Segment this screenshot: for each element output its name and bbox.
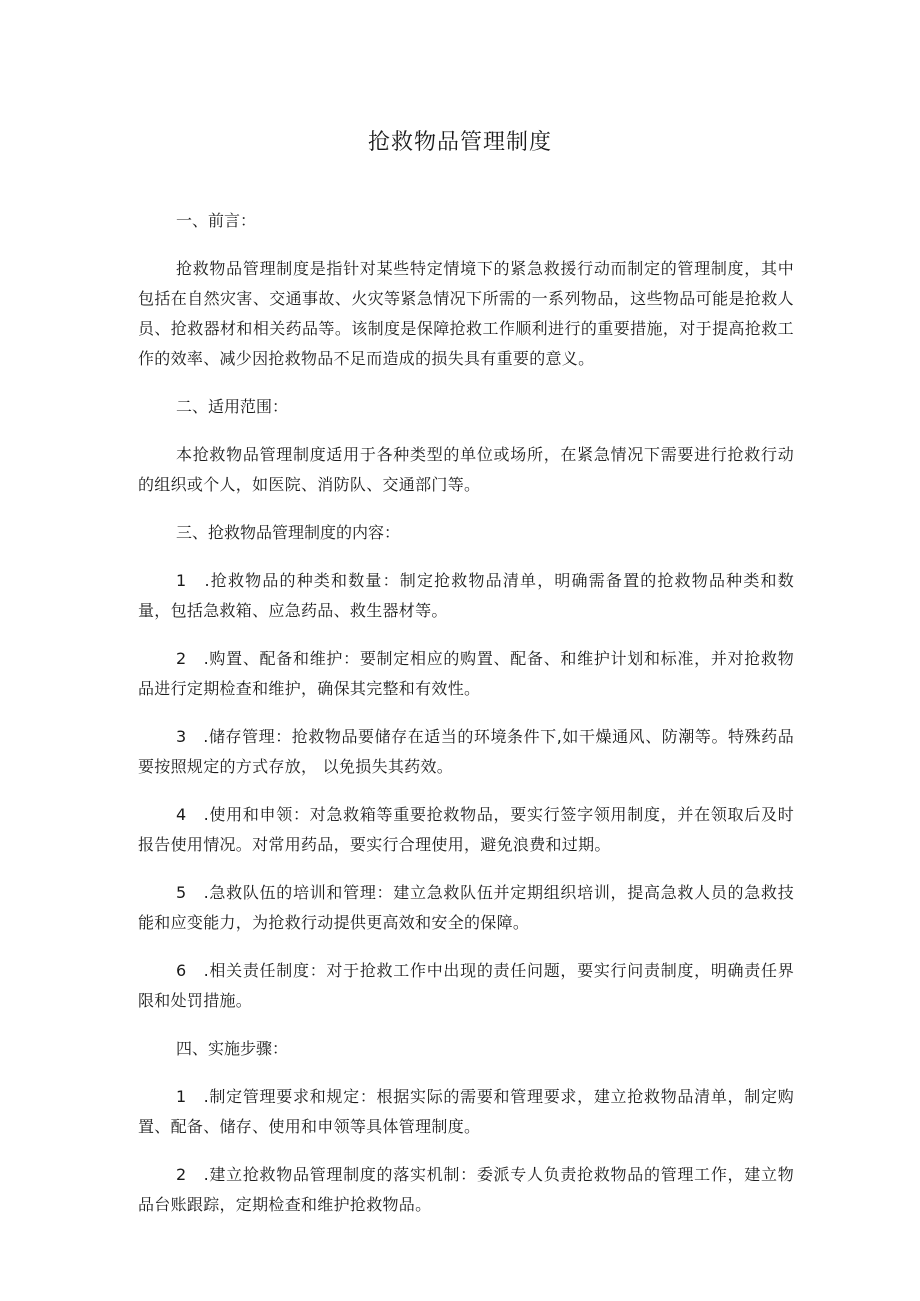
section-heading-contents: 三、抢救物品管理制度的内容： xyxy=(176,523,401,542)
section-heading-steps: 四、实施步骤： xyxy=(176,1039,289,1058)
list-item-contents-1: 1 .抢救物品的种类和数量：制定抢救物品清单，明确需备置的抢救物品种类和数量，包括急救箱、应急药品、救生器材等。 xyxy=(138,571,794,620)
document-title: 抢救物品管理制度 xyxy=(367,130,552,155)
list-item-contents-6: 6 .相关责任制度：对于抢救工作中出现的责任问题，要实行问责制度，明确责任界限和处罚措施。 xyxy=(138,961,794,1010)
section-heading-scope: 二、适用范围： xyxy=(176,397,289,416)
list-item-steps-2: 2 .建立抢救物品管理制度的落实机制：委派专人负责抢救物品的管理工作，建立物品台账跟踪，定期检查和维护抢救物品。 xyxy=(138,1165,794,1214)
paragraph-preface: 抢救物品管理制度是指针对某些特定情境下的紧急救援行动而制定的管理制度，其中包括在自然灾害、交通事故、火灾等紧急情况下所需的一系列物品，这些物品可能是抢救人员、抢救器材和相关药品等。该制度是保障抢救工作顺利进行的重要措施，对于提高抢救工作的效率、减少因抢救物品不足而造成的损失具有重要的意义。 xyxy=(138,259,794,368)
list-item-contents-3: 3 .储存管理：抢救物品要储存在适当的环境条件下,如干燥通风、防潮等。特殊药品要按照规定的方式存放， 以免损失其药效。 xyxy=(138,727,794,776)
document-body xyxy=(138,206,794,1238)
list-item-contents-4: 4 .使用和申领：对急救箱等重要抢救物品，要实行签字领用制度，并在领取后及时报告使用情况。对常用药品，要实行合理使用，避免浪费和过期。 xyxy=(138,805,794,854)
section-heading-preface: 一、前言： xyxy=(176,211,257,230)
list-item-contents-2: 2 .购置、配备和维护：要制定相应的购置、配备、和维护计划和标准，并对抢救物品进行定期检查和维护，确保其完整和有效性。 xyxy=(138,649,794,698)
list-item-steps-1: 1 .制定管理要求和规定：根据实际的需要和管理要求，建立抢救物品清单，制定购置、配备、储存、使用和申领等具体管理制度。 xyxy=(138,1087,794,1136)
paragraph-scope: 本抢救物品管理制度适用于各种类型的单位或场所，在紧急情况下需要进行抢救行动的组织或个人，如医院、消防队、交通部门等。 xyxy=(138,445,794,494)
list-item-contents-5: 5 .急救队伍的培训和管理：建立急救队伍并定期组织培训，提高急救人员的急救技能和应变能力，为抢救行动提供更高效和安全的保障。 xyxy=(138,883,794,932)
